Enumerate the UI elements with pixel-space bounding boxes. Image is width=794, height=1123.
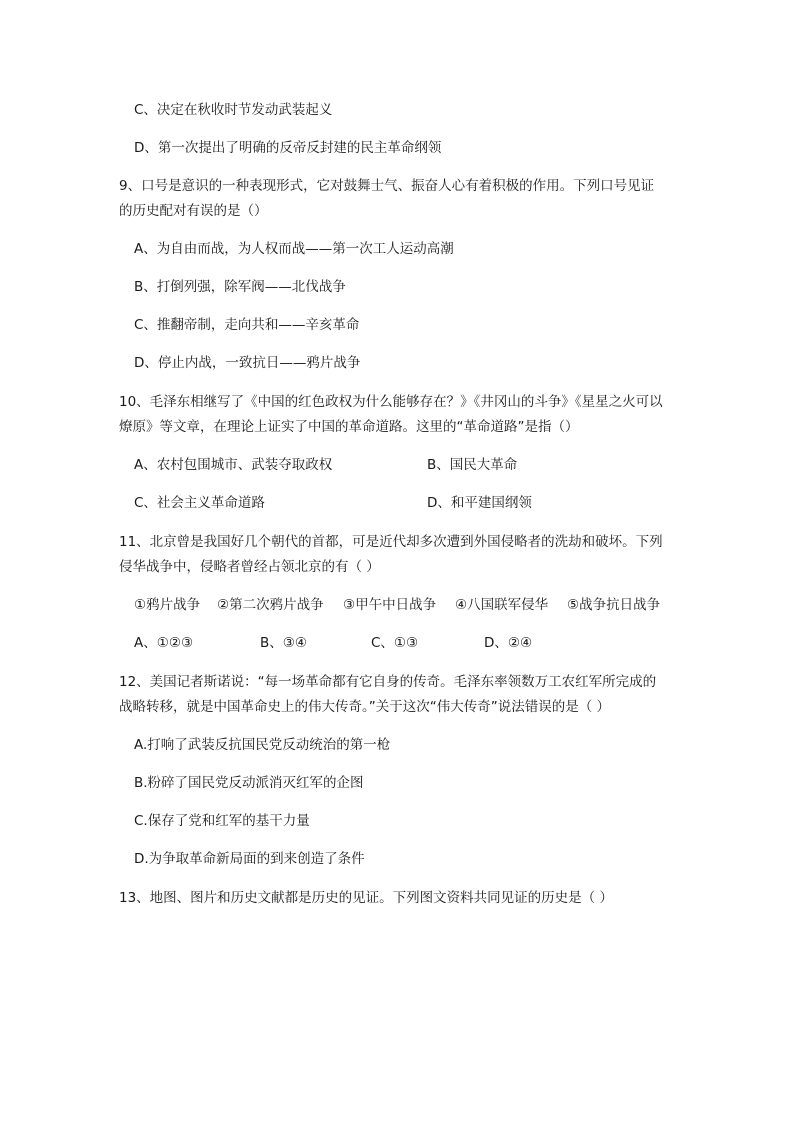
q10-option-c: C、社会主义革命道路 — [134, 495, 265, 511]
q12-option-c: C.保存了党和红军的基干力量 — [134, 813, 310, 829]
q12-option-b: B.粉碎了国民党反动派消灭红军的企图 — [134, 775, 364, 791]
q9-stem-line1: 9、口号是意识的一种表现形式，它对鼓舞士气、振奋人心有着积极的作用。下列口号见证 — [119, 178, 655, 194]
q13-stem-line1: 13、地图、图片和历史文献都是历史的见证。下列图文资料共同见证的历史是（ ） — [119, 890, 613, 906]
q11-item-4: ④八国联军侵华 — [455, 597, 549, 613]
q11-stem-line2: 侵华战争中，侵略者曾经占领北京的有（ ） — [119, 559, 380, 575]
q11-item-2: ②第二次鸦片战争 — [217, 597, 324, 613]
q9-option-d: D、停止内战，一致抗日——鸦片战争 — [134, 355, 361, 371]
q11-option-b: B、③④ — [260, 635, 307, 651]
q10-option-d: D、和平建国纲领 — [427, 495, 532, 511]
q12-option-a: A.打响了武装反抗国民党反动统治的第一枪 — [134, 737, 391, 753]
q10-option-a: A、农村包围城市、武装夺取政权 — [134, 457, 333, 473]
q11-option-a: A、①②③ — [134, 635, 194, 651]
q12-option-d: D.为争取革命新局面的到来创造了条件 — [134, 851, 365, 867]
q8-option-c: C、决定在秋收时节发动武装起义 — [134, 102, 333, 118]
q12-stem-line2: 战略转移，就是中国革命史上的伟大传奇。”关于这次“伟大传奇”说法错误的是（ ） — [119, 699, 611, 715]
q11-item-3: ③甲午中日战争 — [343, 597, 437, 613]
q12-stem-line1: 12、美国记者斯诺说：“每一场革命都有它自身的传奇。毛泽东率领数万工农红军所完成的 — [119, 674, 657, 690]
q10-option-b: B、国民大革命 — [427, 457, 518, 473]
q9-option-a: A、为自由而战，为人权而战——第一次工人运动高潮 — [134, 241, 454, 257]
q11-option-c: C、①③ — [371, 635, 419, 651]
q10-stem-line2: 燎原》等文章，在理论上证实了中国的革命道路。这里的“革命道路”是指（） — [119, 419, 579, 435]
q8-option-d: D、第一次提出了明确的反帝反封建的民主革命纲领 — [134, 140, 442, 156]
q9-stem-line2: 的历史配对有误的是（） — [119, 203, 268, 219]
q11-item-1: ①鸦片战争 — [134, 597, 201, 613]
q9-option-b: B、打倒列强，除军阀——北伐战争 — [134, 279, 346, 295]
q10-stem-line1: 10、毛泽东相继写了《中国的红色政权为什么能够存在？》《井冈山的斗争》《星星之火可以 — [119, 394, 663, 410]
q11-item-5: ⑤战争抗日战争 — [567, 597, 661, 613]
q9-option-c: C、推翻帝制，走向共和——辛亥革命 — [134, 317, 360, 333]
q11-stem-line1: 11、北京曾是我国好几个朝代的首都，可是近代却多次遭到外国侵略者的洗劫和破坏。下列 — [119, 534, 663, 550]
q11-option-d: D、②④ — [484, 635, 533, 651]
